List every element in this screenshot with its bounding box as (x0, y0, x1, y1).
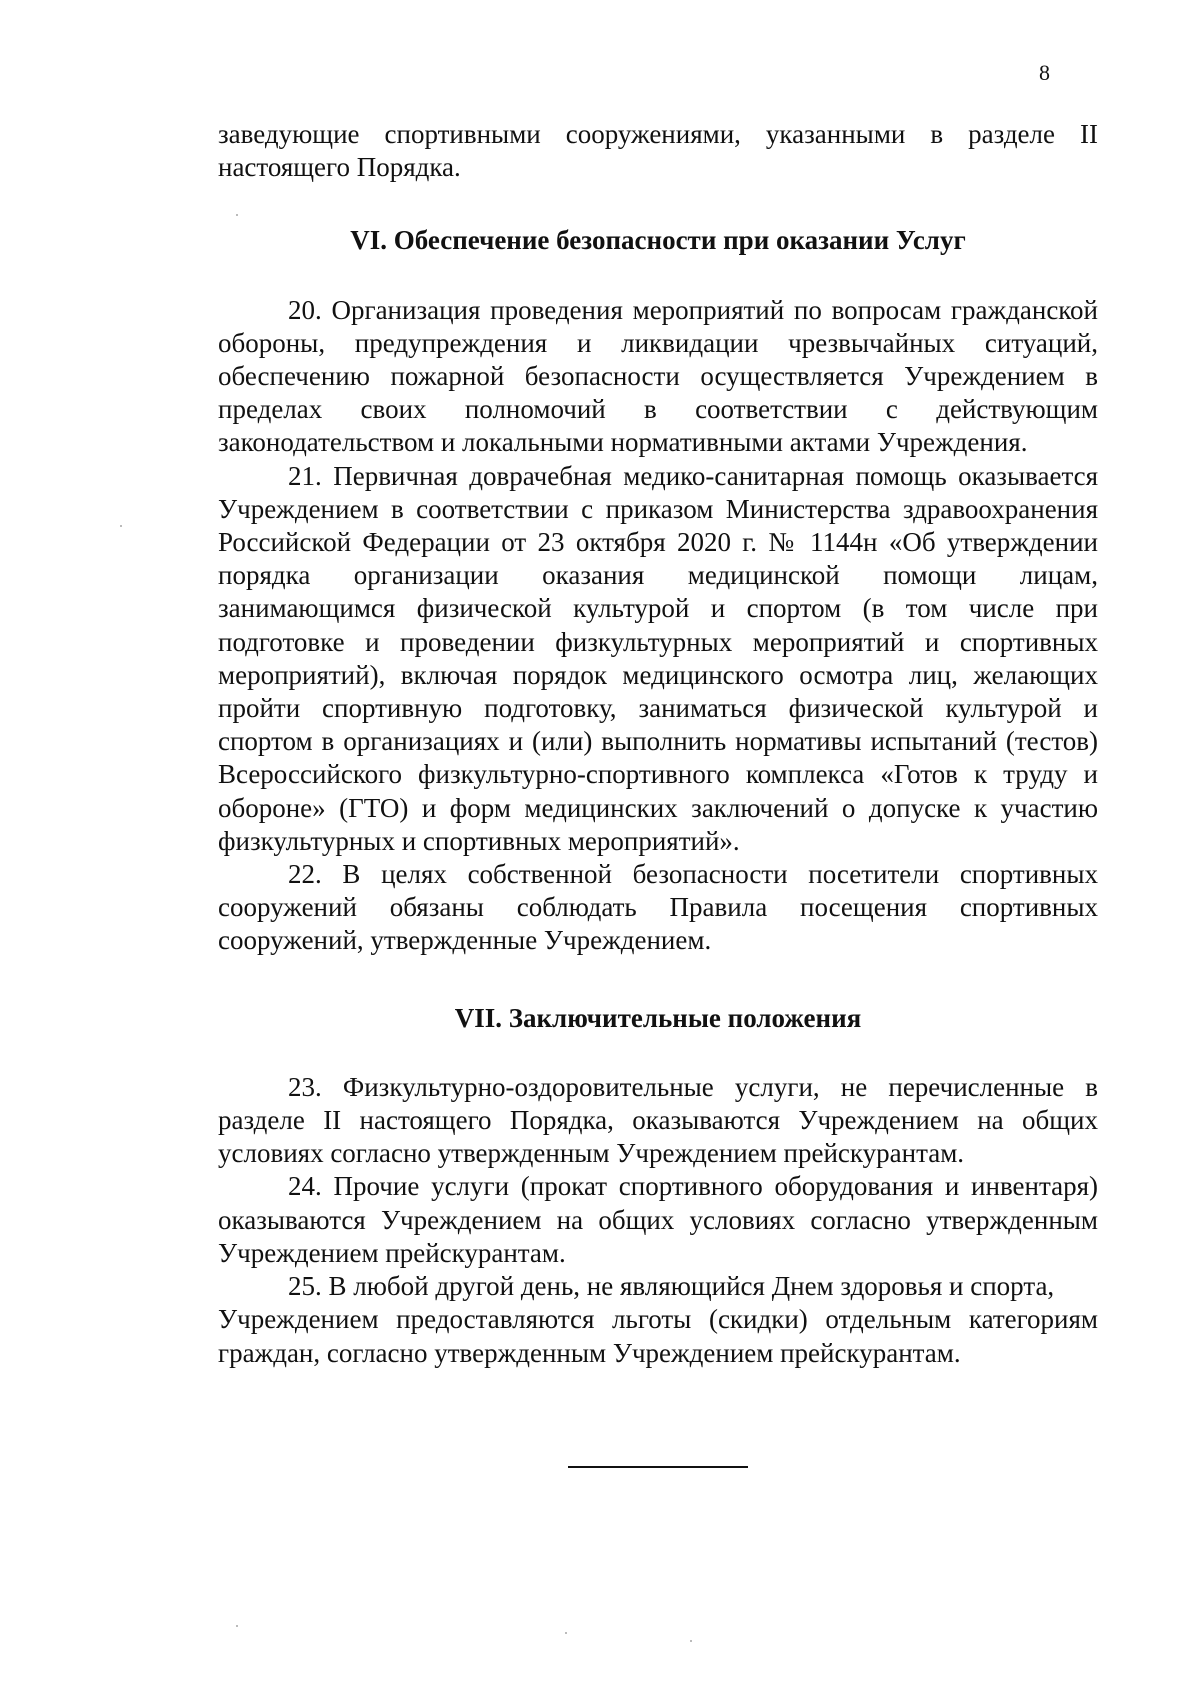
paragraph-23: 23. Физкультурно-оздоровительные услуги, не перечисленные в разделе II настоящего Порядка, оказываются Учреждением на общих условиях согласно утвержденным Учреждением прейскурантам. (218, 1071, 1098, 1169)
paragraph-22: 22. В целях собственной безопасности посетители спортивных сооружений обязаны соблюдать Правила посещения спортивных сооружений, утвержденные Учреждением. (218, 859, 1098, 956)
paragraph-25: 25. В любой другой день, не являющийся Днем здоровья и спорта, (288, 1271, 1055, 1302)
paragraph-20: 20. Организация проведения мероприятий по вопросам гражданской обороны, предупреждения и ликвидации чрезвычайных ситуаций, обеспечению пожарной безопасности осуществляется Учреждением в пределах своих полномочий в соответствии с действующим законодательством и локальными нормативными актами Учреждения. (218, 294, 1098, 458)
scan-speck (236, 214, 238, 216)
scan-speck (236, 1625, 238, 1627)
end-of-document-rule (568, 1466, 748, 1468)
page-number: 8 (1039, 60, 1050, 85)
section-6-heading: VI. Обеспечение безопасности при оказании Услуг (350, 225, 966, 256)
intro-paragraph: заведующие спортивными сооружениями, указанными в разделе II настоящего Порядка. (218, 119, 1098, 183)
paragraph-24: 24. Прочие услуги (прокат спортивного оборудования и инвентаря) оказываются Учреждением на общих условиях согласно утвержденным Учреждением прейскурантам. (218, 1171, 1098, 1268)
paragraph-21: 21. Первичная доврачебная медико-санитарная помощь оказывается Учреждением в соответствии с приказом Министерства здравоохранения Российской Федерации от 23 октября 2020 г. № 1144н «Об утверждении порядка организации оказания медицинской помощи лицам, занимающимся физической культурой и спортом (в том числе при подготовке и проведении физкультурных мероприятий и спортивных мероприятий), включая порядок медицинского осмотра лиц, желающих пройти спортивную подготовку, заниматься физической культурой и спортом в организациях и (или) выполнить нормативы испытаний (тестов) Всероссийского физкультурно-спортивного комплекса «Готов к труду и обороне» (ГТО) и форм медицинских заключений о допуске к участию физкультурных и спортивных мероприятий». (218, 460, 1098, 856)
paragraph-25-continuation: Учреждением предоставляются льготы (скидки) отдельным категориям граждан, согласно утвержденным Учреждением прейскурантам. (218, 1304, 1098, 1368)
scan-speck (120, 525, 122, 527)
scan-speck (565, 1632, 567, 1634)
document-body (218, 118, 1098, 1468)
scan-speck (690, 1640, 692, 1642)
section-7-heading: VII. Заключительные положения (454, 1002, 862, 1033)
